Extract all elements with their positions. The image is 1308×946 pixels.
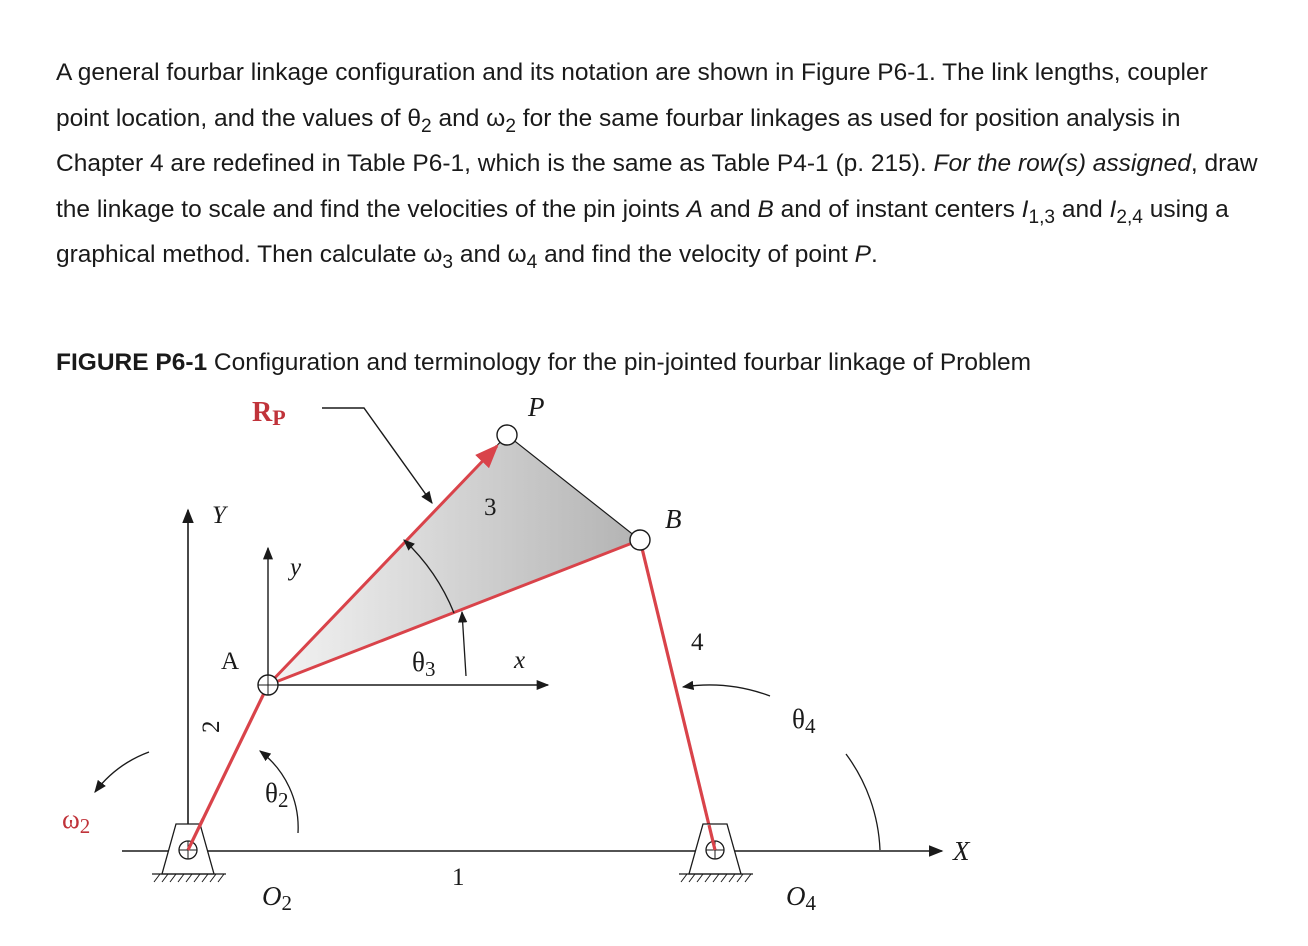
coupler-point-p [497, 425, 517, 445]
problem-statement [56, 50, 1266, 278]
subscript: 2 [505, 115, 516, 137]
omega2-rotation-arrow [95, 752, 149, 792]
link-4-label: 4 [691, 629, 704, 656]
joint-b-ref: B [757, 195, 774, 223]
problem-text: and ω [453, 241, 527, 268]
pin-joint-b [630, 530, 650, 550]
theta4-angle-arc-head [683, 685, 770, 696]
instant-center-ref: I [1021, 195, 1029, 223]
fourbar-linkage-figure [0, 388, 1308, 946]
theta4-angle-arc [846, 754, 880, 850]
problem-text: and [1055, 195, 1110, 223]
problem-text: and find the velocity of point [537, 241, 855, 268]
ground-pivot-o2 [152, 824, 226, 882]
problem-text: for the same fourbar linkages as used for position analysis in Chapter 4 are redefined in Table P6-1, which is the same as Table P4-1 (p. 215). [56, 104, 1181, 177]
problem-text: and ω [431, 104, 506, 132]
link-3-label: 3 [484, 494, 497, 521]
link-1-label: 1 [452, 864, 465, 891]
joint-a-label: A [221, 648, 240, 675]
assigned-rows-phrase: For the row(s) assigned [933, 150, 1191, 177]
problem-text: A general fourbar linkage configuration and its notation are shown in Figure P6-1. The link lengths, coupler point location, and the values of θ [56, 59, 1208, 132]
problem-text: and [702, 195, 758, 223]
pin-joint-a [258, 675, 278, 695]
coupler-link-3 [268, 435, 640, 685]
rp-label: RP [252, 397, 286, 430]
point-p-ref: P [854, 241, 871, 268]
caption-text: Configuration and terminology for the pin-jointed fourbar linkage of Problem [207, 349, 1032, 376]
theta3-lower-arrow [462, 612, 466, 676]
omega2-label: ω2 [62, 804, 91, 838]
y-axis-label: Y [212, 502, 226, 529]
subscript: 2,4 [1116, 206, 1143, 228]
link-2-label: 2 [198, 720, 225, 733]
point-p-label: P [528, 392, 545, 422]
rp-pointer-arrow [322, 408, 432, 503]
ground-pivot-o4 [679, 824, 753, 882]
local-y-label: y [290, 554, 302, 581]
o2-label: O2 [262, 881, 292, 915]
problem-text: , draw the linkage to scale and find the velocities of the pin joints [56, 150, 1258, 223]
joint-b-label: B [665, 504, 682, 534]
theta4-label: θ4 [792, 704, 816, 738]
instant-center-ref: I [1109, 195, 1117, 223]
problem-text: . [871, 241, 878, 268]
subscript: 4 [526, 251, 538, 273]
x-axis-label: X [953, 836, 970, 866]
theta2-label: θ2 [265, 778, 289, 812]
local-x-label: x [514, 647, 526, 674]
problem-text: using a graphical method. Then calculate ω [56, 195, 1229, 268]
figure-caption [56, 343, 1266, 383]
o4-label: O4 [786, 881, 816, 915]
subscript: 3 [442, 251, 454, 273]
figure-label: FIGURE P6-1 [56, 349, 208, 376]
theta3-label: θ3 [412, 647, 436, 681]
subscript: 2 [421, 115, 432, 137]
rocker-link-4 [640, 540, 715, 850]
joint-a-ref: A [686, 195, 703, 223]
problem-text: and of instant centers [773, 195, 1022, 223]
subscript: 1,3 [1028, 206, 1056, 228]
